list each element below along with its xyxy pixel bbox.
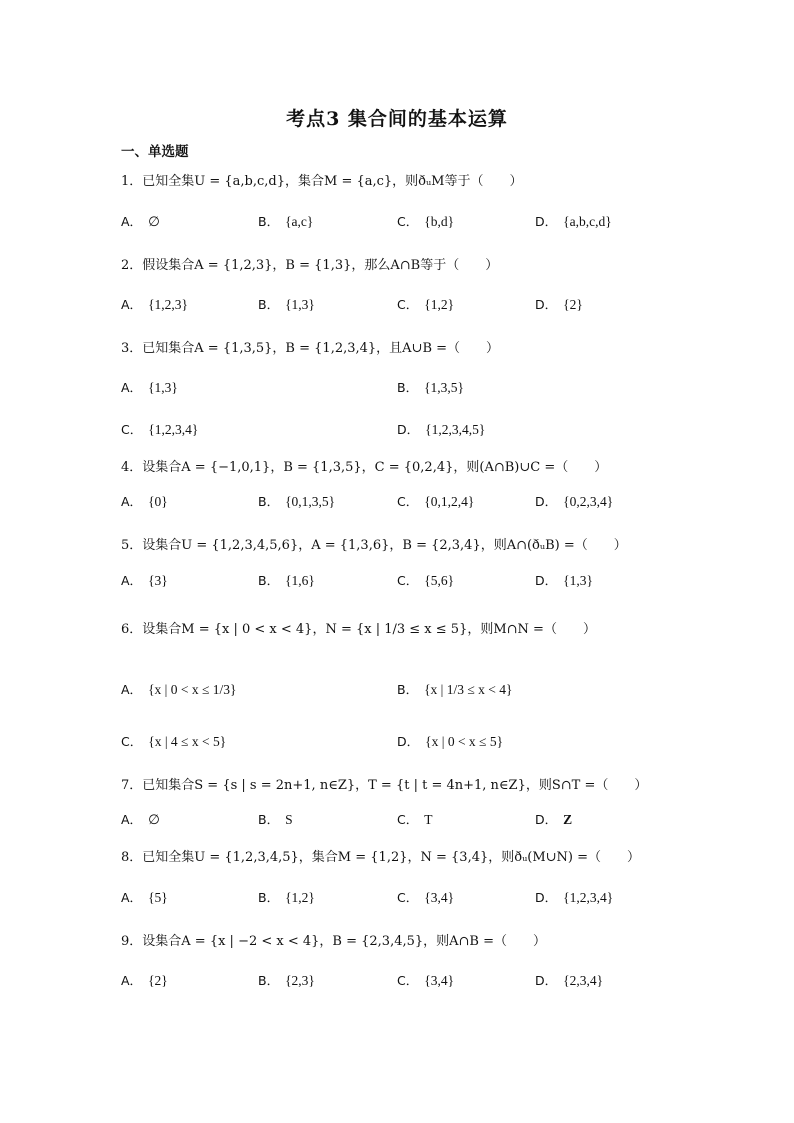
option-letter: D． [535, 214, 558, 229]
question-5-option-c[interactable] [397, 571, 454, 589]
option-value: {a,b,c,d} [563, 214, 612, 229]
option-letter: C． [397, 573, 419, 588]
question-3-option-b[interactable] [397, 378, 464, 396]
option-value: {a,c} [285, 214, 314, 229]
option-value: {1,2,3,4,5} [425, 422, 486, 437]
option-value: {1,3} [148, 380, 178, 395]
question-7-option-c[interactable] [397, 810, 432, 828]
option-letter: D． [535, 890, 558, 905]
option-letter: D． [535, 297, 558, 312]
option-letter: A． [121, 973, 143, 988]
option-value: {b,d} [424, 214, 455, 229]
option-value: {3,4} [424, 973, 455, 988]
option-letter: C． [397, 890, 419, 905]
question-2-option-a[interactable] [121, 295, 188, 313]
question-2-stem: 2．假设集合A = {1,2,3}，B = {1,3}，那么A∩B等于（ ） [121, 258, 499, 273]
option-value: {x | 4 ≤ x < 5} [148, 734, 227, 749]
option-value: {0} [148, 494, 168, 509]
option-value: {3,4} [424, 890, 455, 905]
option-value: {2} [563, 297, 583, 312]
option-letter: A． [121, 573, 143, 588]
question-7-stem: 7．已知集合S = {s | s = 2n+1, n∈Z}，T = {t | t = 4n+1, n∈Z}，则S∩T =（ ） [121, 778, 648, 793]
question-8-option-c[interactable] [397, 888, 454, 906]
question-8-option-a[interactable] [121, 888, 168, 906]
option-value: Z [563, 812, 573, 827]
option-letter: B． [258, 812, 280, 827]
option-letter: C． [397, 297, 419, 312]
question-3-option-c[interactable] [121, 420, 198, 438]
option-letter: B． [397, 380, 419, 395]
section-heading: 一、单选题 [121, 144, 189, 160]
option-letter: A． [121, 890, 143, 905]
option-value: {1,2} [424, 297, 455, 312]
option-letter: C． [121, 734, 143, 749]
option-value: {x | 0 < x ≤ 1/3} [148, 682, 237, 697]
question-1-option-d[interactable] [535, 212, 612, 230]
option-value: {2,3} [285, 973, 315, 988]
question-6-option-c[interactable] [121, 732, 226, 750]
question-7-option-b[interactable] [258, 810, 293, 828]
question-2-option-b[interactable] [258, 295, 315, 313]
question-8-stem: 8．已知全集U = {1,2,3,4,5}，集合M = {1,2}，N = {3,4}，则ðᵤ(M∪N) =（ ） [121, 850, 641, 865]
option-value: {5,6} [424, 573, 455, 588]
option-value: {1,2,3,4} [563, 890, 614, 905]
option-letter: A． [121, 494, 143, 509]
option-letter: C． [121, 422, 143, 437]
question-6-option-b[interactable] [397, 680, 513, 698]
option-value: {1,3} [563, 573, 593, 588]
question-9-stem: 9．设集合A = {x | −2 < x < 4}，B = {2,3,4,5}，则A∩B =（ ） [121, 934, 547, 949]
option-value: T [424, 812, 433, 827]
question-4-option-c[interactable] [397, 492, 474, 510]
option-letter: C． [397, 494, 419, 509]
question-6-stem: 6．设集合M = {x | 0 < x < 4}，N = {x | 1/3 ≤ x ≤ 5}，则M∩N =（ ） [121, 622, 596, 637]
option-letter: D． [535, 973, 558, 988]
option-letter: B． [258, 297, 280, 312]
option-value: {3} [148, 573, 168, 588]
option-letter: A． [121, 812, 143, 827]
option-letter: D． [535, 494, 558, 509]
question-7-option-d[interactable] [535, 810, 572, 828]
question-4-option-d[interactable] [535, 492, 613, 510]
option-letter: B． [397, 682, 419, 697]
option-value: S [285, 812, 293, 827]
question-4-option-b[interactable] [258, 492, 335, 510]
option-value: ∅ [148, 812, 160, 827]
question-5-stem: 5．设集合U = {1,2,3,4,5,6}，A = {1,3,6}，B = {2,3,4}，则A∩(ðᵤB) =（ ） [121, 538, 627, 553]
option-value: {0,1,2,4} [424, 494, 475, 509]
option-letter: C． [397, 973, 419, 988]
question-5-option-d[interactable] [535, 571, 593, 589]
question-5-option-a[interactable] [121, 571, 168, 589]
question-3-option-a[interactable] [121, 378, 178, 396]
question-8-option-d[interactable] [535, 888, 613, 906]
question-3-option-d[interactable] [397, 420, 485, 438]
option-letter: B． [258, 573, 280, 588]
option-value: {x | 0 < x ≤ 5} [425, 734, 504, 749]
option-letter: A． [121, 214, 143, 229]
question-2-option-d[interactable] [535, 295, 583, 313]
option-letter: B． [258, 890, 280, 905]
option-value: ∅ [148, 214, 160, 229]
option-value: {1,3,5} [424, 380, 465, 395]
option-letter: D． [535, 812, 558, 827]
option-letter: A． [121, 297, 143, 312]
option-letter: D． [397, 734, 420, 749]
page-title: 考点3 集合间的基本运算 [286, 108, 508, 130]
option-letter: D． [397, 422, 420, 437]
question-9-option-a[interactable] [121, 971, 168, 989]
option-value: {1,2,3} [148, 297, 189, 312]
option-value: {5} [148, 890, 168, 905]
option-value: {1,2} [285, 890, 315, 905]
option-letter: A． [121, 682, 143, 697]
question-9-option-d[interactable] [535, 971, 603, 989]
question-8-option-b[interactable] [258, 888, 315, 906]
option-letter: B． [258, 973, 280, 988]
question-7-option-a[interactable] [121, 810, 160, 828]
question-1-stem: 1．已知全集U = {a,b,c,d}，集合M = {a,c}，则ðᵤM等于（ ） [121, 174, 523, 189]
question-1-option-a[interactable] [121, 212, 160, 230]
option-value: {1,6} [285, 573, 315, 588]
option-value: {0,2,3,4} [563, 494, 614, 509]
question-1-option-c[interactable] [397, 212, 454, 230]
option-letter: C． [397, 214, 419, 229]
option-value: {x | 1/3 ≤ x < 4} [424, 682, 513, 697]
option-value: {1,2,3,4} [148, 422, 199, 437]
question-9-option-b[interactable] [258, 971, 315, 989]
question-4-option-a[interactable] [121, 492, 168, 510]
question-6-option-d[interactable] [397, 732, 503, 750]
option-letter: B． [258, 214, 280, 229]
question-3-stem: 3．已知集合A = {1,3,5}，B = {1,2,3,4}，且A∪B =（ ） [121, 341, 500, 356]
option-value: {2,3,4} [563, 973, 604, 988]
option-value: {0,1,3,5} [285, 494, 336, 509]
question-6-option-a[interactable] [121, 680, 237, 698]
question-9-option-c[interactable] [397, 971, 454, 989]
option-value: {1,3} [285, 297, 315, 312]
option-letter: A． [121, 380, 143, 395]
option-letter: D． [535, 573, 558, 588]
question-4-stem: 4．设集合A = {−1,0,1}，B = {1,3,5}，C = {0,2,4}，则(A∩B)∪C =（ ） [121, 460, 608, 475]
option-letter: B． [258, 494, 280, 509]
question-5-option-b[interactable] [258, 571, 315, 589]
question-1-option-b[interactable] [258, 212, 313, 230]
question-2-option-c[interactable] [397, 295, 454, 313]
option-value: {2} [148, 973, 168, 988]
option-letter: C． [397, 812, 419, 827]
